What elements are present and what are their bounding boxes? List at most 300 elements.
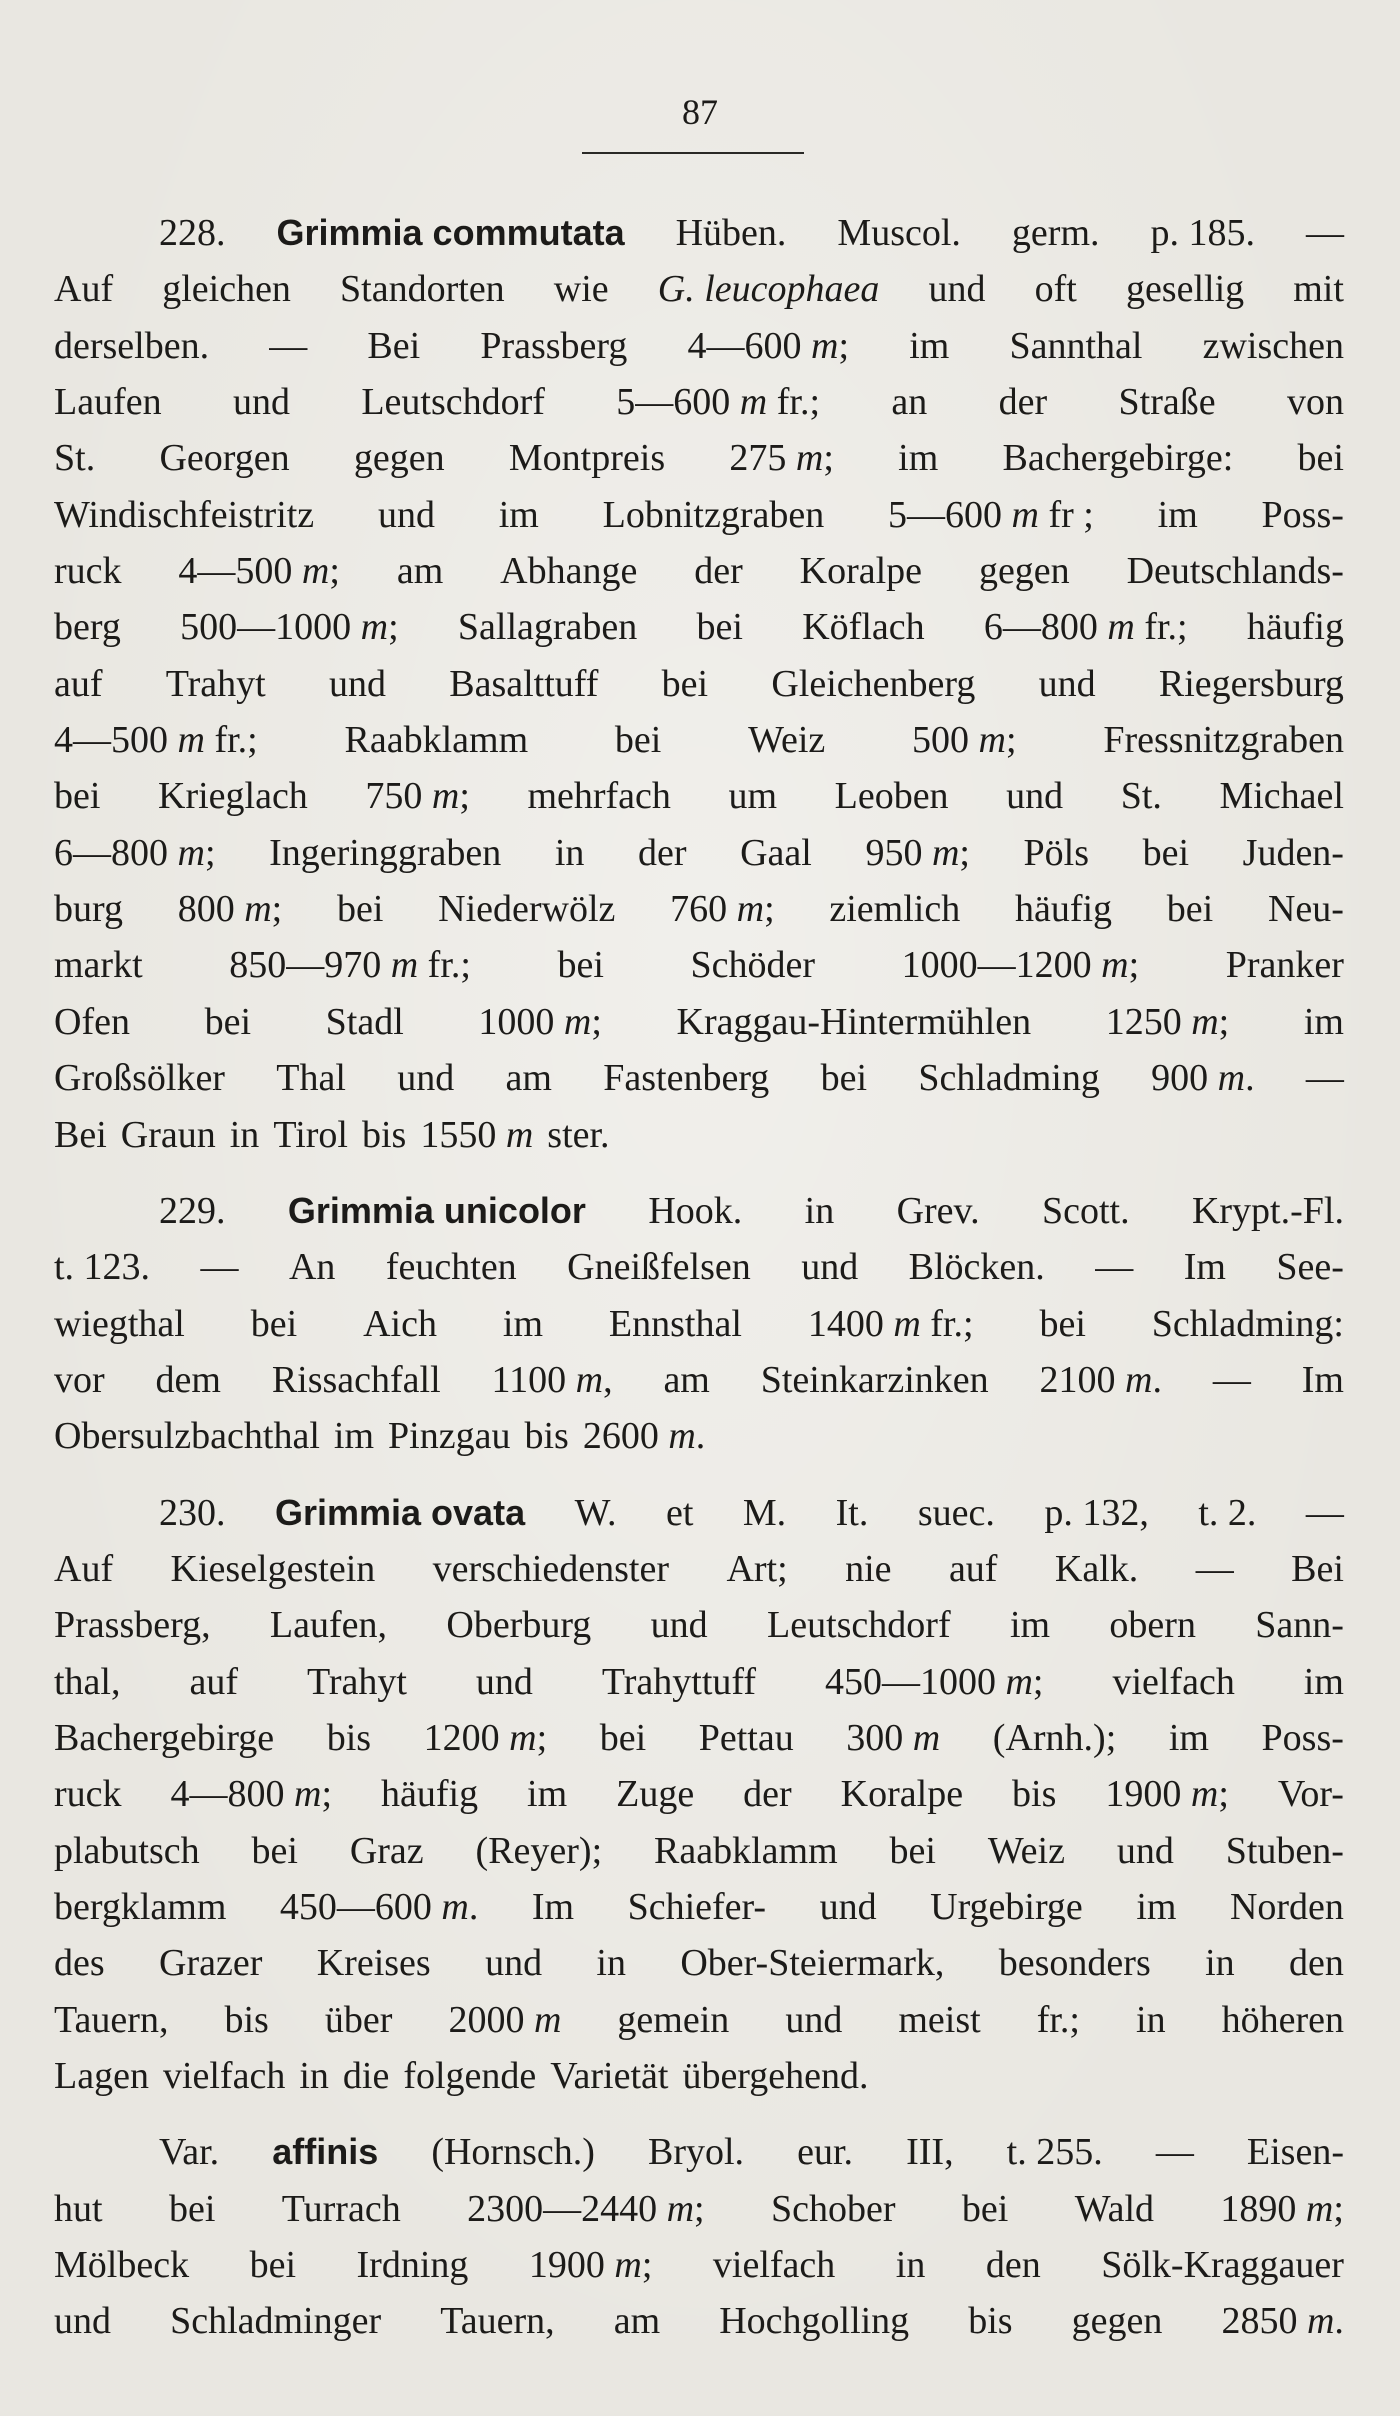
word: —	[1305, 1057, 1344, 1100]
word: 2300—2440 m;	[467, 2187, 705, 2230]
word: 450—600 m.	[279, 1885, 479, 1928]
word: Irdning	[356, 2244, 469, 2287]
word: 1000—1200 m;	[901, 944, 1140, 987]
word: Pöls	[1023, 831, 1090, 874]
word: und	[1006, 775, 1064, 818]
word: und	[397, 1057, 455, 1100]
word: eur.	[797, 2131, 854, 2174]
word: 275 m;	[729, 437, 834, 480]
word: den	[985, 2244, 1041, 2287]
word: der	[998, 381, 1048, 424]
word: und	[801, 1246, 859, 1289]
word: —	[1306, 212, 1344, 254]
word: Weiz	[748, 719, 826, 762]
word: An	[288, 1246, 336, 1289]
word: Urgebirge	[930, 1885, 1083, 1928]
word: 5—600 m fr ;	[888, 493, 1094, 536]
word: dem	[155, 1358, 221, 1401]
word: feuchten	[385, 1246, 517, 1289]
word: und	[329, 662, 386, 705]
word: 300 m	[846, 1716, 941, 1759]
word: Pinzgau	[388, 1415, 511, 1458]
word: 1200 m;	[423, 1716, 548, 1759]
word: 4—500 m fr.;	[54, 719, 258, 762]
word: mehrfach	[527, 775, 671, 818]
text-line	[54, 825, 1344, 881]
word: —	[1212, 1358, 1251, 1401]
word: und	[475, 1660, 533, 1703]
word: bei	[557, 944, 604, 987]
word: fr.;	[1036, 1998, 1080, 2041]
word: oft	[1034, 268, 1077, 311]
word: und	[819, 1885, 877, 1928]
text-block	[54, 205, 1344, 2350]
word: in	[229, 1113, 260, 1156]
word: Fastenberg	[603, 1057, 770, 1100]
word: bei	[1166, 888, 1214, 931]
word: Prassberg,	[54, 1604, 211, 1647]
word: Sann-	[1255, 1604, 1344, 1647]
word: Lagen	[54, 2055, 149, 2097]
word: 750 m;	[365, 775, 470, 818]
word: Standorten	[340, 268, 505, 311]
word: Hüben.	[675, 212, 787, 254]
word: Gleichenberg	[771, 662, 976, 705]
word: Mölbeck	[54, 2244, 190, 2287]
word: 1100 m,	[491, 1358, 613, 1401]
entry-heading-line	[54, 1485, 1344, 1541]
text-line	[54, 768, 1344, 824]
text-line	[54, 2048, 1344, 2104]
word: St.	[54, 437, 96, 480]
word: der	[637, 831, 687, 874]
entry-heading-line	[54, 2124, 1344, 2180]
word: 230.	[159, 1491, 226, 1534]
word: Grev.	[896, 1189, 980, 1232]
word: an	[891, 381, 928, 424]
word: am	[613, 2300, 661, 2343]
word: am	[663, 1358, 710, 1401]
text-line	[54, 318, 1344, 374]
word: Fressnitzgraben	[1103, 719, 1344, 762]
word: 1900 m;	[1105, 1773, 1229, 1816]
word: Ober-Steiermark,	[680, 1942, 945, 1985]
word: des	[54, 1942, 105, 1985]
word: 2000 m	[448, 1998, 562, 2041]
word: Köflach	[802, 606, 925, 649]
word: G. leucophaea	[657, 268, 880, 311]
word: Tauern,	[54, 1998, 169, 2041]
word: im	[1009, 1604, 1051, 1647]
word: der	[694, 550, 743, 593]
word: Großsölker	[54, 1057, 225, 1100]
word: in	[895, 2244, 926, 2287]
text-line	[54, 430, 1344, 486]
word: vielfach	[712, 2244, 836, 2287]
word: Bachergebirge	[54, 1716, 275, 1759]
word: der	[743, 1773, 792, 1816]
word: Zuge	[616, 1773, 695, 1816]
word: Trahyttuff	[601, 1660, 756, 1703]
word: Laufen	[54, 381, 162, 424]
word: 5—600 m fr.;	[616, 381, 821, 424]
word: Schladminger	[170, 2300, 382, 2343]
word: Schladming	[918, 1057, 1100, 1100]
word: ster.	[547, 1113, 610, 1156]
word: p. 132,	[1044, 1491, 1149, 1534]
word: und	[650, 1604, 708, 1647]
word: auf	[54, 662, 103, 705]
word: Georgen	[159, 437, 290, 480]
word: 900 m.	[1151, 1057, 1255, 1100]
word: 800 m;	[177, 888, 283, 931]
word: im	[498, 493, 539, 536]
word: St.	[1120, 775, 1162, 818]
word: Schöder	[690, 944, 816, 987]
word: Koralpe	[840, 1773, 964, 1816]
word: Auf	[54, 1547, 114, 1590]
text-line	[54, 656, 1344, 712]
word: bei	[168, 2187, 216, 2230]
word: Kalk.	[1054, 1547, 1139, 1590]
text-line	[54, 1541, 1344, 1597]
word: Kreises	[316, 1942, 431, 1985]
word: bei	[1142, 831, 1190, 874]
word: Turrach	[281, 2187, 401, 2230]
word: 850—970 m fr.;	[229, 944, 471, 987]
text-line	[54, 2181, 1344, 2237]
word: obern	[1109, 1604, 1196, 1647]
word: 4—800 m;	[170, 1773, 333, 1816]
species-name: Grimmia unicolor	[287, 1189, 586, 1231]
word: Juden-	[1242, 831, 1344, 874]
word: in	[596, 1942, 626, 1985]
word: 4—600 m;	[687, 324, 850, 367]
word: 6—800 m fr.;	[983, 606, 1188, 649]
word: Pranker	[1225, 944, 1344, 987]
word: und	[485, 1942, 543, 1985]
word: Aich	[363, 1302, 437, 1345]
word: Gneißfelsen	[567, 1246, 751, 1289]
word: bergklamm	[54, 1885, 227, 1928]
word: It.	[835, 1491, 869, 1534]
entry-heading-line	[54, 205, 1344, 261]
word: und	[377, 493, 435, 536]
word: Windischfeistritz	[54, 493, 315, 536]
word: Lobnitzgraben	[602, 493, 825, 536]
word: Ennsthal	[608, 1302, 742, 1345]
text-line	[54, 2293, 1344, 2349]
word: hut	[54, 2187, 103, 2230]
word: Kraggau-Hintermühlen	[676, 1000, 1032, 1043]
text-line	[54, 487, 1344, 543]
word: übergehend.	[682, 2055, 869, 2097]
word: Vor-	[1277, 1773, 1344, 1816]
word: um	[728, 775, 778, 818]
word: 1250 m;	[1105, 1000, 1230, 1043]
word: Schober	[771, 2187, 896, 2230]
word: Hook.	[648, 1189, 743, 1232]
word: Sallagraben	[457, 606, 638, 649]
word: Oberburg	[446, 1604, 592, 1647]
word: zwischen	[1202, 324, 1344, 367]
word: vielfach	[162, 2055, 286, 2097]
text-line	[54, 1107, 1344, 1163]
word: Gaal	[740, 831, 812, 874]
text-line	[54, 261, 1344, 317]
word: bei	[1039, 1302, 1086, 1345]
word: Tirol	[273, 1113, 348, 1156]
text-line	[54, 1823, 1344, 1879]
word: Varietät	[550, 2055, 669, 2097]
word: häufig	[1014, 888, 1113, 931]
word: bei	[54, 775, 101, 818]
word: Leutschdorf	[361, 381, 545, 424]
word: in	[299, 2055, 329, 2097]
word: t. 255.	[1006, 2131, 1103, 2174]
word: Steinkarzinken	[760, 1358, 989, 1401]
word: 1400 m fr.;	[807, 1302, 974, 1345]
word: M.	[742, 1491, 787, 1534]
word: bei	[1297, 437, 1344, 480]
word: im	[898, 437, 939, 480]
word: bei	[599, 1716, 647, 1759]
word: Bei	[54, 1113, 107, 1156]
word: bis	[326, 1716, 372, 1759]
word: über	[324, 1998, 393, 2041]
word: Deutschlands-	[1126, 550, 1344, 593]
word: 500—1000 m;	[180, 606, 399, 649]
word: von	[1286, 381, 1344, 424]
word: Raabklamm	[344, 719, 529, 762]
word: Schladming:	[1151, 1302, 1344, 1345]
word: folgende	[403, 2055, 537, 2097]
word: t. 123.	[54, 1246, 151, 1289]
word: gesellig	[1125, 268, 1245, 311]
text-line	[54, 712, 1344, 768]
word: Krieglach	[158, 775, 308, 818]
word: Neu-	[1267, 888, 1344, 931]
word: Sölk-Kraggauer	[1101, 2244, 1344, 2287]
word: 4—500 m;	[178, 550, 340, 593]
word: Michael	[1219, 775, 1344, 818]
text-line	[54, 1597, 1344, 1653]
text-line	[54, 1050, 1344, 1106]
word: Wald	[1074, 2187, 1154, 2230]
word: höheren	[1221, 1998, 1344, 2041]
word: —	[1095, 1246, 1134, 1289]
word: bis	[524, 1415, 569, 1458]
text-line	[54, 994, 1344, 1050]
word: bei	[336, 888, 384, 931]
word: Montpreis	[508, 437, 666, 480]
word: bei	[204, 1000, 252, 1043]
header-rule	[582, 152, 804, 154]
word: Kieselgestein	[170, 1547, 376, 1590]
word: bei	[250, 1302, 298, 1345]
word: Scott.	[1041, 1189, 1130, 1232]
paragraph-gap	[54, 1163, 1344, 1183]
word: mit	[1293, 268, 1344, 311]
word: im	[1136, 1885, 1177, 1928]
text-line	[54, 2237, 1344, 2293]
word: und	[1038, 662, 1096, 705]
word: bei	[696, 606, 743, 649]
word: Leutschdorf	[767, 1604, 951, 1647]
word: plabutsch	[54, 1829, 200, 1872]
word: germ.	[1011, 212, 1100, 254]
word: häufig	[1246, 606, 1344, 649]
word: am	[505, 1057, 552, 1100]
word: Grazer	[159, 1942, 263, 1985]
word: gegen	[353, 437, 445, 480]
word: III,	[906, 2131, 954, 2174]
word: Graz	[349, 1829, 424, 1872]
word: gleichen	[162, 268, 291, 311]
text-line	[54, 599, 1344, 655]
word: Eisen-	[1246, 2131, 1344, 2174]
word: im	[1303, 1660, 1344, 1703]
text-line	[54, 1654, 1344, 1710]
word: bis	[224, 1998, 269, 2041]
word: im	[333, 1415, 375, 1458]
species-name: Grimmia commutata	[276, 212, 625, 253]
paragraph-gap	[54, 1465, 1344, 1485]
word: thal,	[54, 1660, 121, 1703]
word: bis	[968, 2300, 1013, 2343]
word: in	[804, 1189, 835, 1232]
word: im	[502, 1302, 544, 1345]
word: Var.	[159, 2131, 220, 2174]
word: Sannthal	[1009, 324, 1143, 367]
word: nie	[845, 1547, 892, 1590]
word: Abhange	[500, 550, 638, 593]
word: Weiz	[987, 1829, 1065, 1872]
species-name: affinis	[272, 2131, 379, 2173]
word: Bei	[367, 324, 421, 367]
word: bei	[820, 1057, 868, 1100]
word: vor	[54, 1358, 105, 1401]
word: im	[1303, 1000, 1344, 1043]
word: Obersulzbachthal	[54, 1415, 320, 1458]
word: Graun	[120, 1113, 216, 1156]
word: Im	[531, 1885, 575, 1928]
word: im	[1157, 493, 1198, 536]
word: Poss-	[1261, 493, 1344, 536]
word: Auf	[54, 268, 114, 311]
text-line	[54, 881, 1344, 937]
word: im	[909, 324, 950, 367]
word: ziemlich	[829, 888, 961, 931]
word: Thal	[276, 1057, 346, 1100]
word: (Arnh.);	[992, 1716, 1117, 1759]
word: im	[1168, 1716, 1209, 1759]
paragraph-gap	[54, 2104, 1344, 2124]
word: häufig	[380, 1773, 479, 1816]
word: im	[527, 1773, 568, 1816]
species-name: Grimmia ovata	[274, 1491, 526, 1533]
word: in	[1205, 1942, 1235, 1985]
text-line	[54, 1239, 1344, 1295]
word: —	[1155, 2131, 1194, 2174]
word: Bei	[1291, 1547, 1344, 1590]
word: besonders	[998, 1942, 1151, 1985]
text-line	[54, 1879, 1344, 1935]
word: Norden	[1229, 1885, 1344, 1928]
word: p. 185.	[1150, 212, 1255, 254]
word: Im	[1183, 1246, 1226, 1289]
word: 228.	[159, 212, 226, 254]
word: Poss-	[1261, 1716, 1344, 1759]
word: 1900 m;	[528, 2244, 653, 2287]
word: bis	[1012, 1773, 1057, 1816]
word: Trahyt	[165, 662, 266, 705]
word: —	[1195, 1547, 1234, 1590]
entry-heading-line	[54, 1183, 1344, 1239]
word: 500 m;	[912, 719, 1017, 762]
text-line	[54, 937, 1344, 993]
word: verschiedenster	[432, 1547, 670, 1590]
word: berg	[54, 606, 121, 649]
word: die	[342, 2055, 390, 2097]
word: und	[785, 1998, 843, 2041]
word: bis	[361, 1113, 407, 1156]
word: derselben.	[54, 324, 210, 367]
word: Ingeringgraben	[269, 831, 502, 874]
text-line	[54, 1710, 1344, 1766]
text-line	[54, 1296, 1344, 1352]
word: Prassberg	[480, 324, 628, 367]
word: burg	[54, 888, 123, 931]
word: und	[928, 268, 986, 311]
word: Leoben	[834, 775, 949, 818]
word: Bachergebirge:	[1002, 437, 1234, 480]
word: Niederwölz	[438, 888, 616, 931]
word: auf	[948, 1547, 998, 1590]
word: Schiefer-	[627, 1885, 767, 1928]
word: und	[232, 381, 290, 424]
text-line	[54, 1408, 1344, 1464]
page-number: 87	[682, 92, 718, 132]
word: markt	[54, 944, 143, 987]
word: 229.	[159, 1189, 226, 1232]
word: Im	[1301, 1358, 1344, 1401]
word: Ofen	[54, 1000, 130, 1043]
word: Straße	[1118, 381, 1216, 424]
word: gegen	[978, 550, 1070, 593]
word: Raabklamm	[654, 1829, 838, 1872]
word: 450—1000 m;	[824, 1660, 1044, 1703]
word: Muscol.	[837, 212, 961, 254]
word: W.	[574, 1491, 617, 1534]
word: Stadl	[325, 1000, 404, 1043]
word: 950 m;	[865, 831, 970, 874]
word: bei	[251, 1829, 298, 1872]
word: Hochgolling	[719, 2300, 910, 2343]
word: Krypt.-Fl.	[1191, 1189, 1344, 1232]
text-line	[54, 1766, 1344, 1822]
word: Bryol.	[647, 2131, 745, 2174]
text-line	[54, 543, 1344, 599]
text-line	[54, 1352, 1344, 1408]
word: und	[1116, 1829, 1174, 1872]
word: 2100 m.	[1039, 1358, 1162, 1401]
word: vielfach	[1112, 1660, 1235, 1703]
word: bei	[661, 662, 709, 705]
word: 6—800 m;	[54, 831, 216, 874]
word: Tauern,	[440, 2300, 555, 2343]
word: und	[54, 2300, 111, 2343]
